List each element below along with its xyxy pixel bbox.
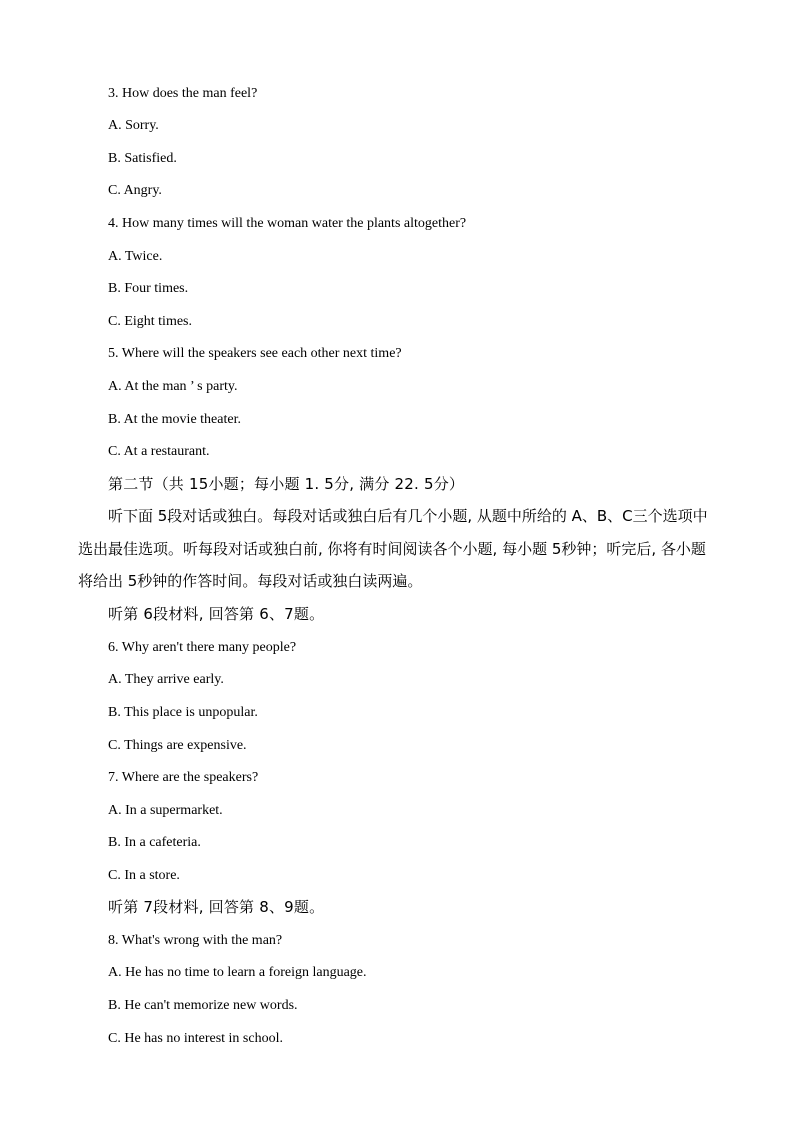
option-4b: B. Four times.	[108, 281, 189, 296]
option-4a: A. Twice.	[108, 249, 163, 264]
question-7: 7. Where are the speakers?	[108, 770, 259, 785]
option-4c: C. Eight times.	[108, 314, 192, 329]
option-6a: A. They arrive early.	[108, 672, 224, 687]
option-7c: C. In a store.	[108, 868, 180, 883]
material-6-intro: 听第 6段材料, 回答第 6、7题。	[108, 605, 325, 623]
option-3c: C. Angry.	[108, 183, 162, 198]
option-6b: B. This place is unpopular.	[108, 705, 258, 720]
section-heading: 第二节（共 15小题；每小题 1. 5分, 满分 22. 5分）	[108, 475, 465, 493]
option-3b: B. Satisfied.	[108, 151, 177, 166]
option-8c: C. He has no interest in school.	[108, 1031, 283, 1046]
question-3: 3. How does the man feel?	[108, 86, 258, 101]
material-7-intro: 听第 7段材料, 回答第 8、9题。	[108, 898, 325, 916]
option-8b: B. He can't memorize new words.	[108, 998, 298, 1013]
option-8a: A. He has no time to learn a foreign language.	[108, 965, 367, 980]
option-5a: A. At the man ’ s party.	[108, 379, 238, 394]
question-4: 4. How many times will the woman water the plants altogether?	[108, 216, 467, 231]
question-6: 6. Why aren't there many people?	[108, 640, 297, 655]
option-5b: B. At the movie theater.	[108, 412, 241, 427]
option-5c: C. At a restaurant.	[108, 444, 210, 459]
option-7b: B. In a cafeteria.	[108, 835, 201, 850]
option-7a: A. In a supermarket.	[108, 803, 223, 818]
question-8: 8. What's wrong with the man?	[108, 933, 283, 948]
question-5: 5. Where will the speakers see each other next time?	[108, 346, 402, 361]
section-instructions: 听下面 5段对话或独白。每段对话或独白后有几个小题, 从题中所给的 A、B、C三个选项中选出最佳选项。听每段对话或独白前, 你将有时间阅读各个小题, 每小题 5秒钟；听完后, 各小题将给出 5秒钟的作答时间。每段对话或独白读两遍。	[78, 507, 708, 590]
option-6c: C. Things are expensive.	[108, 738, 247, 753]
option-3a: A. Sorry.	[108, 118, 159, 133]
